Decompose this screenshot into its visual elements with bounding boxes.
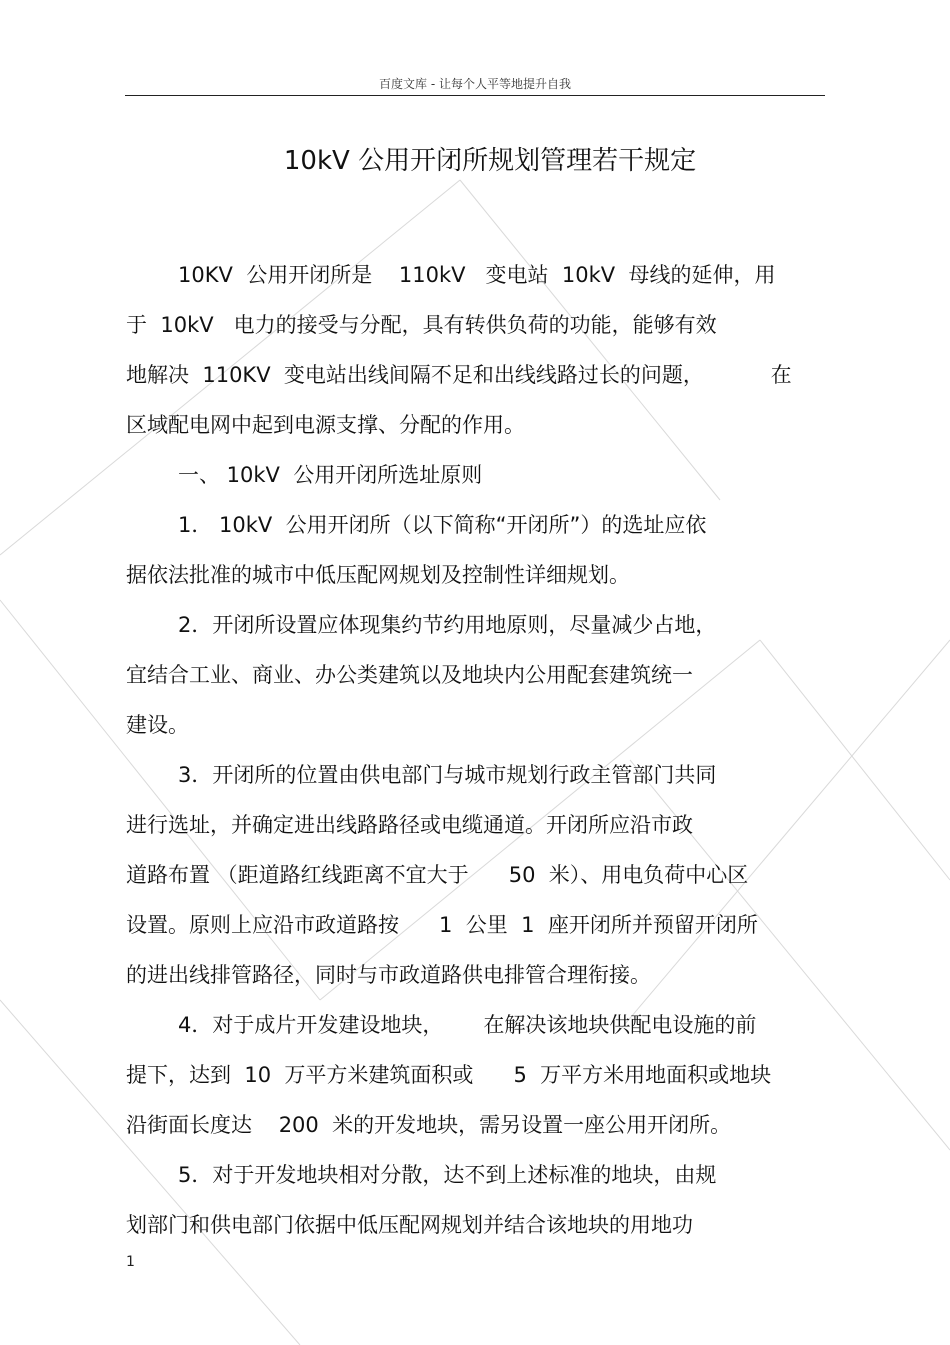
body-line: 地解决 110KV 变电站出线间隔不足和出线线路过长的问题， 在 <box>126 363 792 387</box>
body-line: 3．开闭所的位置由供电部门与城市规划行政主管部门共同 <box>178 763 717 787</box>
body-line: 设置。原则上应沿市政道路按 1 公里 1 座开闭所并预留开闭所 <box>126 913 758 937</box>
section-heading: 一、 10kV 公用开闭所选址原则 <box>178 463 483 487</box>
body-line: 沿街面长度达 200 米的开发地块，需另设置一座公用开闭所。 <box>126 1113 732 1137</box>
body-line: 于 10kV 电力的接受与分配，具有转供负荷的功能，能够有效 <box>126 313 717 337</box>
document-title: 10kV 公用开闭所规划管理若干规定 <box>283 146 697 176</box>
body-line: 道路布置 （距道路红线距离不宜大于 50 米）、用电负荷中心区 <box>126 863 749 887</box>
body-line: 2．开闭所设置应体现集约节约用地原则，尽量减少占地， <box>178 613 717 637</box>
body-line: 1． 10kV 公用开闭所（以下简称“开闭所”）的选址应依 <box>178 513 707 537</box>
body-line: 据依法批准的城市中低压配网规划及控制性详细规划。 <box>126 563 630 587</box>
body-line: 4．对于成片开发建设地块， 在解决该地块供配电设施的前 <box>178 1013 757 1037</box>
document-body <box>126 250 826 1250</box>
body-line: 建设。 <box>126 713 189 737</box>
body-line: 的进出线排管路径，同时与市政道路供电排管合理衔接。 <box>126 963 651 987</box>
page-number: 1 <box>126 1254 135 1270</box>
body-line: 提下，达到 10 万平方米建筑面积或 5 万平方米用地面积或地块 <box>126 1063 772 1087</box>
page-header: 百度文库 - 让每个人平等地提升自我 <box>379 77 571 91</box>
body-line: 10KV 公用开闭所是 110kV 变电站 10kV 母线的延伸，用 <box>178 263 776 287</box>
body-line: 5．对于开发地块相对分散，达不到上述标准的地块，由规 <box>178 1163 717 1187</box>
body-line: 区域配电网中起到电源支撑、分配的作用。 <box>126 413 525 437</box>
body-line: 划部门和供电部门依据中低压配网规划并结合该地块的用地功 <box>126 1213 693 1237</box>
body-line: 进行选址，并确定进出线路路径或电缆通道。开闭所应沿市政 <box>126 813 693 837</box>
header-divider <box>125 95 825 96</box>
body-line: 宜结合工业、商业、办公类建筑以及地块内公用配套建筑统一 <box>126 663 693 687</box>
